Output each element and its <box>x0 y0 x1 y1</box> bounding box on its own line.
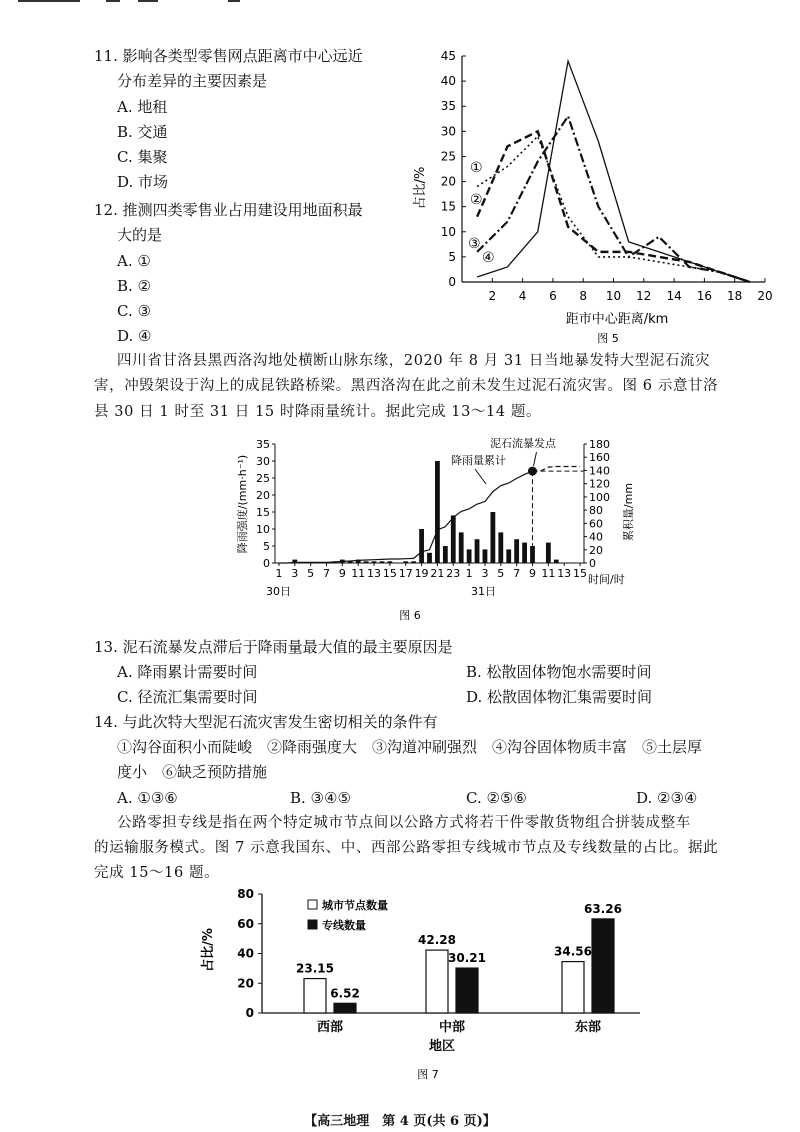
fig5-series-label-1: ① <box>470 160 483 176</box>
fig5-series-line-4 <box>477 61 750 282</box>
fig6-rain-bar <box>554 560 559 563</box>
q12-stem-line1: 12. 推测四类零售业占用建设用地面积最 <box>94 201 363 219</box>
fig7-y-tick-label: 40 <box>237 946 254 961</box>
q12-option-c: C. ③ <box>117 302 151 320</box>
fig7-bar-value-label: 63.26 <box>584 901 622 916</box>
fig6-x-tick-label: 23 <box>446 567 461 580</box>
fig6-x-tick-label: 5 <box>307 567 315 580</box>
fig6-left-tick-label: 15 <box>256 506 270 519</box>
fig6-x-tick-label: 1 <box>465 567 473 580</box>
fig6-right-tick-label: 160 <box>589 451 610 465</box>
q14-stem: 14. 与此次特大型泥石流灾害发生密切相关的条件有 <box>94 713 438 731</box>
fig6-right-tick-label: 40 <box>589 530 603 544</box>
fig6-x-tick-label: 21 <box>430 567 445 580</box>
q14-conditions-line2: 度小 ⑥缺乏预防措施 <box>117 763 268 781</box>
fig5-y-tick-label: 0 <box>448 275 456 289</box>
fig7-legend-swatch <box>308 920 317 929</box>
fig6-x-tick-label: 7 <box>513 567 521 580</box>
fig6-cumulative-pointer <box>475 469 486 484</box>
q13-option-a: A. 降雨累计需要时间 <box>117 663 258 681</box>
fig6-left-tick-label: 5 <box>263 540 270 553</box>
q11-stem-line2: 分布差异的主要因素是 <box>117 72 268 90</box>
fig6-rain-bar <box>546 543 551 563</box>
fig6-burst-pointer <box>534 452 537 466</box>
fig6-left-tick-label: 25 <box>256 472 270 485</box>
fig6-left-tick-label: 35 <box>256 438 270 451</box>
fig7-category-label: 西部 <box>316 1020 344 1035</box>
fig6-annotation-burst: 泥石流暴发点 <box>490 437 556 450</box>
fig6-rain-bar <box>380 561 385 563</box>
fig5-x-tick-label: 2 <box>488 289 497 303</box>
figure-6-rainfall-chart <box>230 432 650 632</box>
q14-option-d: D. ②③④ <box>636 789 698 807</box>
fig6-x-tick-label: 15 <box>573 567 588 580</box>
fig6-left-tick-label: 30 <box>256 455 270 468</box>
fig5-series-label-4: ④ <box>482 250 495 266</box>
fig5-series-line-1 <box>477 136 750 282</box>
fig7-bar-lines <box>334 1003 356 1013</box>
q13-option-d: D. 松散固体物汇集需要时间 <box>466 688 653 706</box>
fig6-x-tick-label: 7 <box>323 567 330 580</box>
fig6-rain-bar <box>475 539 480 563</box>
q11-option-c: C. 集聚 <box>117 148 168 166</box>
fig6-x-tick-label: 5 <box>497 567 505 580</box>
fig6-right-tick-label: 20 <box>589 543 603 557</box>
fig6-rain-bar <box>372 561 377 563</box>
fig7-bar-value-label: 30.21 <box>448 951 486 966</box>
fig6-left-axis-label: 降雨强度/(mm·h⁻¹) <box>236 454 249 554</box>
fig5-x-tick-label: 18 <box>727 289 743 303</box>
fig7-bar-value-label: 34.56 <box>554 944 592 959</box>
passage2-line3: 完成 15～16 题。 <box>94 865 220 881</box>
fig5-y-tick-label: 5 <box>448 249 456 264</box>
fig7-x-axis-label: 地区 <box>428 1039 456 1054</box>
fig5-y-tick-label: 35 <box>440 99 456 114</box>
fig6-rain-bar <box>443 546 448 563</box>
top-edge-mark <box>138 0 158 2</box>
fig5-x-tick-label: 16 <box>696 289 713 303</box>
fig6-x-tick-label: 11 <box>541 567 556 580</box>
fig7-y-tick-label: 0 <box>245 1006 254 1020</box>
fig6-left-tick-label: 20 <box>256 489 270 502</box>
fig6-rain-bar <box>419 529 424 563</box>
fig6-x-tick-label: 9 <box>338 567 346 580</box>
fig6-x-tick-label: 13 <box>367 567 382 580</box>
passage2-line1: 公路零担专线是指在两个特定城市节点间以公路方式将若干件零散货物组合拼装成整车 <box>117 815 691 831</box>
fig6-right-tick-label: 100 <box>589 490 610 504</box>
fig6-caption: 图 6 <box>399 609 421 622</box>
fig7-category-label: 中部 <box>438 1020 466 1035</box>
fig7-y-axis-label: 占比/% <box>201 928 216 972</box>
fig6-right-tick-label: 80 <box>589 504 603 518</box>
passage2-line2: 的运输服务模式。图 7 示意我国东、中、西部公路零担专线城市节点及专线数量的占比。据此 <box>94 840 719 856</box>
fig5-x-tick-label: 12 <box>636 289 652 303</box>
fig6-rain-bar <box>387 561 392 563</box>
passage1-line1: 四川省甘洛县黑西洛沟地处横断山脉东缘，2020 年 8 月 31 日当地暴发特大型泥石流灾 <box>117 353 711 369</box>
top-edge-mark <box>18 0 80 2</box>
fig7-bar-lines <box>592 919 614 1013</box>
q14-conditions-line1: ①沟谷面积小而陡峻 ②降雨强度大 ③沟道冲刷强烈 ④沟谷固体物质丰富 ⑤土层厚 <box>117 738 703 756</box>
fig7-bar-nodes <box>426 950 448 1013</box>
fig6-rain-bar <box>364 561 369 563</box>
fig5-y-tick-label: 40 <box>440 74 456 89</box>
fig7-legend-label: 专线数量 <box>322 919 366 932</box>
fig6-rain-bar <box>490 512 495 563</box>
fig6-x-tick-label: 9 <box>529 567 536 580</box>
fig7-y-tick-label: 20 <box>237 976 254 991</box>
fig5-y-tick-label: 10 <box>440 224 456 239</box>
fig6-x-tick-label: 3 <box>481 567 489 580</box>
fig7-legend-swatch <box>308 900 317 909</box>
fig6-day-label-31: 31日 <box>471 585 496 598</box>
fig6-day-label-30: 30日 <box>266 585 291 598</box>
fig6-x-tick-label: 1 <box>275 567 283 580</box>
q11-option-a: A. 地租 <box>117 98 168 116</box>
q13-option-b: B. 松散固体物饱水需要时间 <box>466 663 652 681</box>
fig6-annotation-cumulative: 降雨量累计 <box>451 454 506 467</box>
fig6-x-tick-label: 3 <box>291 567 299 580</box>
fig6-rain-bar <box>483 549 488 563</box>
fig6-rain-bar <box>506 549 511 563</box>
passage1-line3: 县 30 日 1 时至 31 日 15 时降雨量统计。据此完成 13～14 题。 <box>94 404 542 420</box>
fig6-rain-bar <box>522 543 527 563</box>
q12-option-a: A. ① <box>117 252 151 270</box>
fig6-right-tick-label: 180 <box>589 438 610 451</box>
fig6-rain-bar <box>427 553 432 563</box>
fig5-y-axis-label: 占比/% <box>413 166 428 210</box>
fig6-x-tick-label: 19 <box>414 567 429 580</box>
fig6-x-tick-label: 11 <box>351 567 366 580</box>
fig6-rain-bar <box>451 515 456 563</box>
q11-stem-line1: 11. 影响各类型零售网点距离市中心远近 <box>94 47 363 65</box>
page-footer: 【高三地理 第 4 页(共 6 页)】 <box>304 1114 496 1129</box>
fig7-category-label: 东部 <box>574 1020 602 1035</box>
fig6-rain-bar <box>498 532 503 563</box>
fig6-rain-bar <box>459 532 464 563</box>
fig7-y-tick-label: 60 <box>237 916 254 931</box>
q13-option-c: C. 径流汇集需要时间 <box>117 688 258 706</box>
fig7-bar-value-label: 6.52 <box>330 986 360 1001</box>
fig6-x-axis-label: 时间/时 <box>588 573 625 586</box>
fig5-y-tick-label: 20 <box>440 174 456 189</box>
fig7-bar-lines <box>456 968 478 1013</box>
q14-option-b: B. ③④⑤ <box>290 789 351 807</box>
fig6-right-tick-label: 120 <box>589 477 610 491</box>
fig5-x-tick-label: 20 <box>757 289 773 303</box>
q12-stem-line2: 大的是 <box>117 226 163 244</box>
fig5-x-tick-label: 14 <box>666 289 682 303</box>
q12-option-d: D. ④ <box>117 327 152 345</box>
top-edge-mark <box>228 0 240 2</box>
fig6-left-tick-label: 10 <box>256 523 270 536</box>
fig5-series-label-2: ② <box>470 192 483 208</box>
fig6-rain-bar <box>467 549 472 563</box>
fig7-bar-nodes <box>304 979 326 1013</box>
fig6-x-tick-label: 13 <box>557 567 572 580</box>
top-edge-mark <box>106 0 120 2</box>
fig5-x-tick-label: 10 <box>605 289 622 303</box>
fig5-x-tick-label: 4 <box>518 289 527 303</box>
fig5-x-tick-label: 8 <box>579 289 588 303</box>
fig5-y-tick-label: 45 <box>440 49 456 63</box>
fig5-series-line-2 <box>477 131 750 282</box>
fig6-right-tick-label: 0 <box>589 557 596 570</box>
fig6-rain-bar <box>435 461 440 563</box>
fig6-right-tick-label: 60 <box>589 517 603 531</box>
fig7-y-tick-label: 80 <box>237 888 254 901</box>
fig6-x-tick-label: 17 <box>398 567 413 580</box>
fig6-rain-bar <box>411 561 416 563</box>
fig6-right-axis-label: 累积量/mm <box>622 482 635 542</box>
q11-option-b: B. 交通 <box>117 123 168 141</box>
fig5-y-tick-label: 30 <box>440 124 456 139</box>
q13-stem: 13. 泥石流暴发点滞后于降雨量最大值的最主要原因是 <box>94 638 453 656</box>
fig6-rain-bar <box>403 561 408 563</box>
q14-option-c: C. ②⑤⑥ <box>466 789 527 807</box>
fig5-caption: 图 5 <box>597 332 619 345</box>
fig6-left-tick-label: 0 <box>263 557 270 570</box>
figure-7-bar-chart <box>190 888 660 1088</box>
fig5-series-label-3: ③ <box>468 236 481 252</box>
fig6-x-tick-label: 15 <box>382 567 397 580</box>
fig7-bar-nodes <box>562 962 584 1013</box>
fig5-y-tick-label: 25 <box>440 149 456 164</box>
q12-option-b: B. ② <box>117 277 152 295</box>
fig7-caption: 图 7 <box>417 1068 439 1081</box>
fig6-cumulative-line-after <box>533 466 581 471</box>
fig5-x-tick-label: 6 <box>549 289 557 303</box>
figure-5-line-chart <box>410 40 780 350</box>
fig6-right-tick-label: 140 <box>589 464 610 478</box>
q11-option-d: D. 市场 <box>117 173 169 191</box>
fig7-legend-label: 城市节点数量 <box>322 899 388 912</box>
fig7-bar-value-label: 23.15 <box>296 961 334 976</box>
passage1-line2: 害，冲毁架设于沟上的成昆铁路桥梁。黑西洛沟在此之前未发生过泥石流灾害。图 6 示意甘洛 <box>94 378 719 394</box>
fig6-burst-point <box>528 467 537 476</box>
fig6-rain-bar <box>514 539 519 563</box>
fig5-y-tick-label: 15 <box>440 199 456 214</box>
fig7-bar-value-label: 42.28 <box>418 933 456 948</box>
fig5-x-axis-label: 距市中心距离/km <box>565 312 669 327</box>
q14-option-a: A. ①③⑥ <box>117 789 178 807</box>
